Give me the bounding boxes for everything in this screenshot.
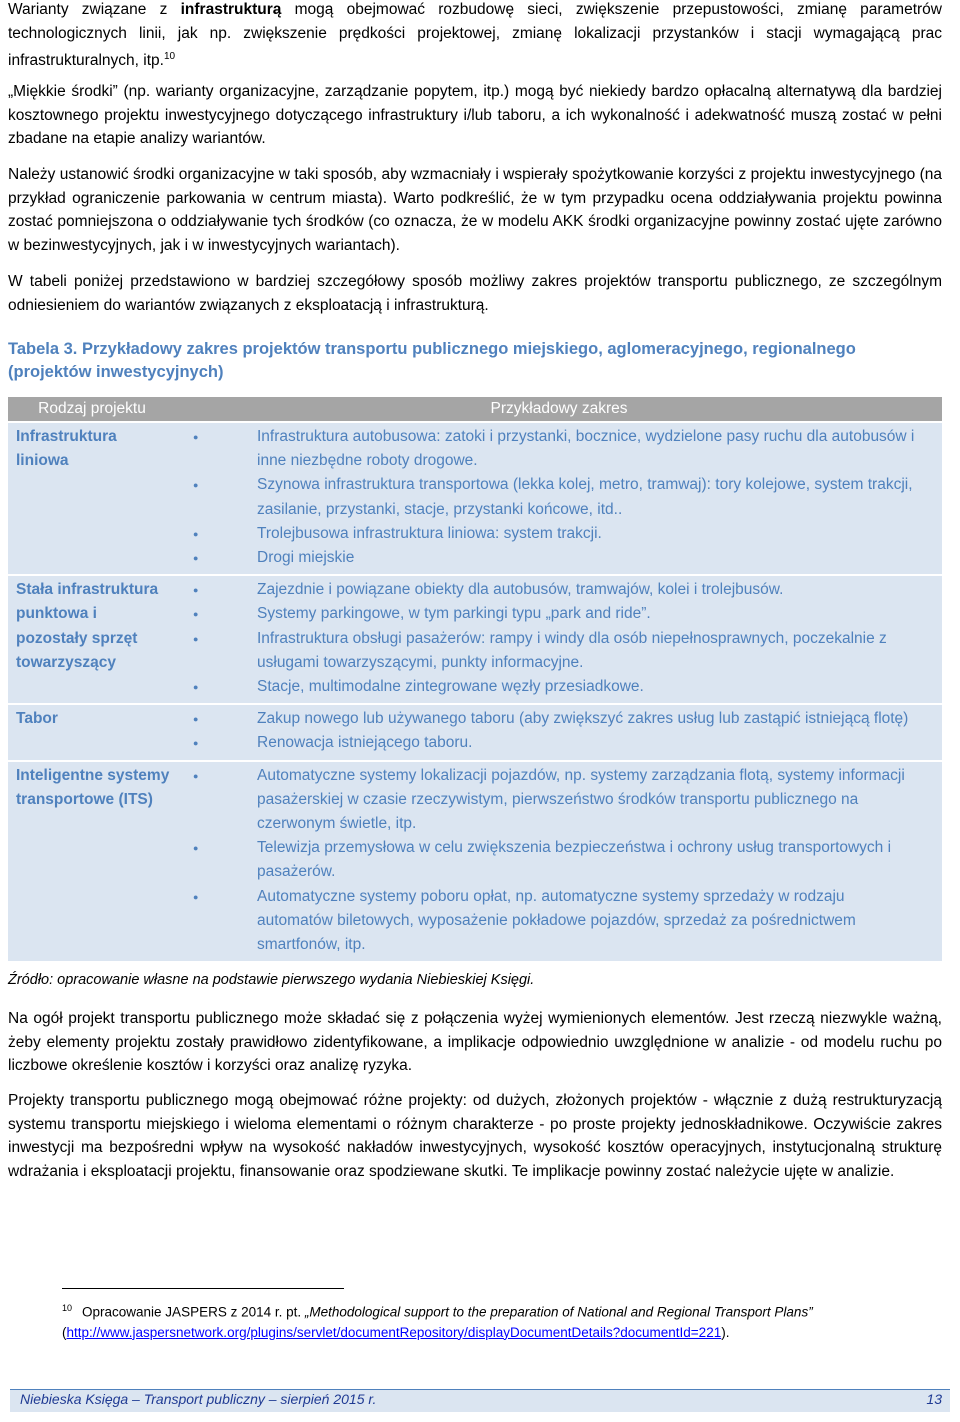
list-item: ● Renowacja istniejącego taboru. xyxy=(176,731,918,755)
category-cell: Inteligentne systemy transportowe (ITS) xyxy=(8,761,176,962)
list-item: ● Automatyczne systemy poboru opłat, np. automatyczne systemy sprzedaży w rodzaju automatów biletowych, wyposażenie pokładowe pojazdów, sprzedaż za pośrednictwem smartfonów, itp. xyxy=(176,885,918,958)
table-row xyxy=(8,575,942,704)
header-project-type: Rodzaj projektu xyxy=(8,397,176,422)
list-item: ● Systemy parkingowe, w tym parkingi typu „park and ride”. xyxy=(176,602,918,626)
organizational-paragraph: Należy ustanowić środki organizacyjne w taki sposób, aby wzmacniały i wspierały spożytkowanie korzyści z projektu inwestycyjnego (na przykład ograniczenie parkowania w centrum miasta). Warto podkreślić, że w tym przypadku ocena oddziaływania projektu powinna zostać pomniejszona o oddziaływanie tych środków (co oznacza, że w modelu AKK środki organizacyjne powinny zostać ujęte zarówno w bezinwestycyjnych, jak i w inwestycyjnych wariantach). xyxy=(8,166,942,254)
footnote: $^{10}$ Opracowanie JASPERS z 2014 r. pt. „Methodological support to the preparation of National and Regional Transport Plans” (http://www.jaspersnetwork.org/plugins/servlet/documentRepository/displayDocumentDetails?documentId=221). xyxy=(62,1303,813,1340)
table-caption: Tabela 3. Przykładowy zakres projektów transportu publicznego miejskiego, aglomeracyjnego, regionalnego (projektów inwestycyjnych) xyxy=(8,340,856,381)
footnote-separator xyxy=(62,1288,344,1289)
intro-paragraph: Warianty związane z infrastrukturą mogą obejmować rozbudowę sieci, zwiększenie przepustowości, zmianę parametrów technologicznych linii, jak np. zwiększenie prędkości projektowej, zmianę lokalizacji przystanków i stacji wymagającą prac infrastrukturalnych, itp.$^{10}$ xyxy=(8,1,943,70)
list-item: ● Szynowa infrastruktura transportowa (lekka kolej, metro, tramwaj): tory kolejowe, system trakcji, zasilanie, przystanki, stacje, przystanki końcowe, itd.. xyxy=(176,473,918,521)
list-item: ● Trolejbusowa infrastruktura liniowa: system trakcji. xyxy=(176,522,918,546)
table-intro-paragraph: W tabeli poniżej przedstawiono w bardziej szczegółowy sposób możliwy zakres projektów transportu publicznego, ze szczególnym odniesieniem do wariantów związanych z eksploatacją i infrastrukturą. xyxy=(8,273,942,314)
items-cell xyxy=(176,761,942,962)
footnote-title: „Methodological support to the preparation of National and Regional Transport Plans” xyxy=(304,1304,813,1320)
page-number: 13 xyxy=(926,1391,942,1407)
footer-title: Niebieska Księga – Transport publiczny – sierpień 2015 r. xyxy=(20,1391,377,1407)
items-cell xyxy=(176,575,942,704)
table-row xyxy=(8,704,942,760)
items-cell xyxy=(176,704,942,760)
list-item: ● Infrastruktura obsługi pasażerów: rampy i windy dla osób niepełnosprawnych, poczekalnie z usługami towarzyszącymi, punkty informacyjne. xyxy=(176,627,918,675)
list-item: ● Infrastruktura autobusowa: zatoki i przystanki, bocznice, wydzielone pasy ruchu dla autobusów i inne niezbędne roboty drogowe. xyxy=(176,425,918,473)
list-item: ● Zajezdnie i powiązane obiekty dla autobusów, tramwajów, kolei i trolejbusów. xyxy=(176,578,918,602)
table-source-note: Źródło: opracowanie własne na podstawie pierwszego wydania Niebieskiej Księgi. xyxy=(8,972,535,988)
header-example-scope: Przykładowy zakres xyxy=(176,397,942,422)
list-item: ● Drogi miejskie xyxy=(176,546,918,570)
intro-bold-term: infrastrukturą xyxy=(180,1,282,18)
general-paragraph: Na ogół projekt transportu publicznego może składać się z połączenia wyżej wymienionych elementów. Jest rzeczą niezwykle ważną, żeby elementy projektu zostały prawidłowo zidentyfikowane, a implikacje odpowiednio uwzględnione w analizie - od modelu ruchu po liczbowe określenie kosztów i korzyści oraz analizę ryzyka. xyxy=(8,1010,942,1074)
footnote-link[interactable]: http://www.jaspersnetwork.org/plugins/servlet/documentRepository/displayDocumentDetails?documentId=221 xyxy=(66,1324,722,1340)
projects-paragraph: Projekty transportu publicznego mogą obejmować różne projekty: od dużych, złożonych projektów - włącznie z dużą restrukturyzacją systemu transportu miejskiego i wieloma elementami o różnym charakterze - po proste projekty jednoskładnikowe. Oczywiście zakres inwestycji ma bezpośredni wpływ na wysokość nakładów inwestycyjnych, wysokość kosztów operacyjnych, instytucjonalną strukturę wdrażania i eksploatacji projektu, finansowanie oraz spodziewane skutki. Te implikacje powinny zostać należycie ujęte w analizie. xyxy=(8,1092,942,1180)
table-header-row xyxy=(8,397,942,422)
item-list xyxy=(176,705,942,759)
item-list xyxy=(176,762,942,962)
category-cell: Stała infrastruktura punktowa i pozostały sprzęt towarzyszący xyxy=(8,575,176,704)
page-footer xyxy=(10,1389,950,1412)
item-list xyxy=(176,423,942,574)
item-list xyxy=(176,576,942,703)
footnote-number: 10 xyxy=(62,1303,73,1313)
table-row xyxy=(8,761,942,962)
category-cell: Tabor xyxy=(8,704,176,760)
list-item: ● Automatyczne systemy lokalizacji pojazdów, np. systemy zarządzania flotą, systemy informacji pasażerskiej w czasie rzeczywistym, pierwszeństwo środków transportu publicznego na czerwonym świetle, itp. xyxy=(176,764,918,837)
footnote-ref[interactable]: 10 xyxy=(163,51,176,62)
list-item: ● Zakup nowego lub używanego taboru (aby zwiększyć zakres usług lub zastąpić istniejącą flotę) xyxy=(176,707,918,731)
table-row xyxy=(8,422,942,575)
items-cell xyxy=(176,422,942,575)
list-item: ● Telewizja przemysłowa w celu zwiększenia bezpieczeństwa i ochrony usług transportowych i pasażerów. xyxy=(176,836,918,884)
category-cell: Infrastruktura liniowa xyxy=(8,422,176,575)
list-item: ● Stacje, multimodalne zintegrowane węzły przesiadkowe. xyxy=(176,675,918,699)
soft-measures-paragraph: „Miękkie środki” (np. warianty organizacyjne, zarządzanie popytem, itp.) mogą być niekiedy bardzo opłacalną alternatywą dla bardziej kosztownego projektu inwestycyjnego dotyczącego infrastruktury i/lub taboru, a ich wykonalność i adekwatność muszą zostać w pełni zbadane na etapie analizy wariantów. xyxy=(8,83,942,147)
project-scope-table xyxy=(8,397,942,961)
